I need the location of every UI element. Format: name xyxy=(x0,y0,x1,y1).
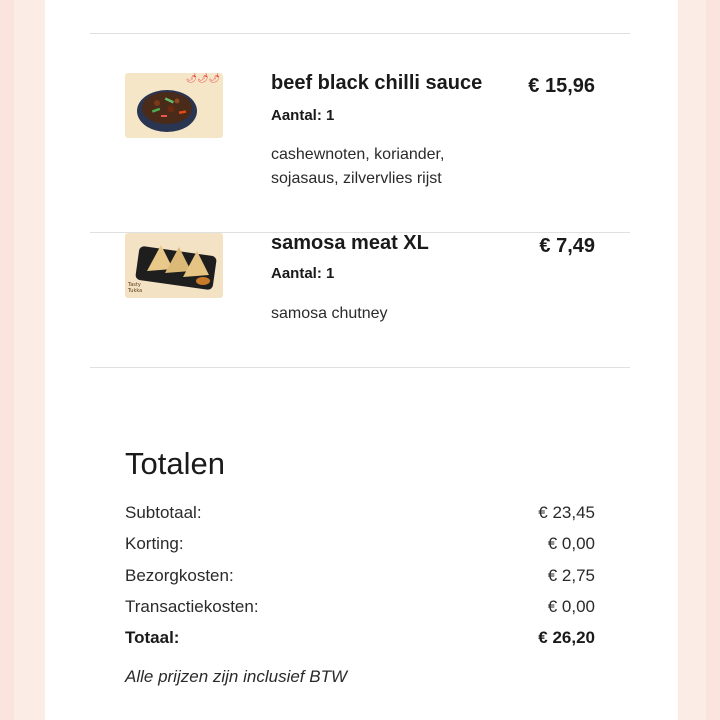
brand-logo: Tasty Tukka xyxy=(128,282,143,294)
spice-level-icon: 🌶🌶🌶 xyxy=(185,74,220,84)
item-description: samosa chutney xyxy=(271,305,388,322)
totals-row-subtotal xyxy=(125,503,595,527)
totals-value: € 26,20 xyxy=(538,628,595,647)
totals-label: Subtotaal: xyxy=(125,503,202,522)
totals-value: € 2,75 xyxy=(547,566,595,585)
totals-label: Korting: xyxy=(125,534,184,553)
totals-row-delivery xyxy=(125,566,595,590)
totals-row-transaction xyxy=(125,597,595,621)
totals-label: Totaal: xyxy=(125,628,180,647)
totals-row-grand-total xyxy=(125,628,595,652)
page-edge-right xyxy=(706,0,720,720)
order-summary-card xyxy=(45,0,678,720)
vat-note: Alle prijzen zijn inclusief BTW xyxy=(125,667,348,686)
totals-value: € 23,45 xyxy=(538,503,595,522)
page-edge-left xyxy=(0,0,14,720)
item-description: cashewnoten, koriander, sojasaus, zilvervlies rijst xyxy=(271,146,445,187)
item-name: beef black chilli sauce xyxy=(271,72,483,94)
item-price: € 15,96 xyxy=(528,75,595,97)
item-price: € 7,49 xyxy=(539,235,595,257)
totals-value: € 0,00 xyxy=(547,534,595,553)
divider-totals xyxy=(90,367,630,368)
totals-row-discount xyxy=(125,534,595,558)
item-name: samosa meat XL xyxy=(271,232,429,254)
totals-label: Bezorgkosten: xyxy=(125,566,234,585)
item-image-beef-black-chilli xyxy=(125,73,223,138)
item-image-samosa-meat-xl xyxy=(125,233,223,298)
totals-title: Totalen xyxy=(125,446,225,481)
item-quantity: Aantal: 1 xyxy=(271,107,335,124)
totals-label: Transactiekosten: xyxy=(125,597,259,616)
totals-value: € 0,00 xyxy=(547,597,595,616)
divider-top xyxy=(90,33,630,34)
item-quantity: Aantal: 1 xyxy=(271,265,335,282)
